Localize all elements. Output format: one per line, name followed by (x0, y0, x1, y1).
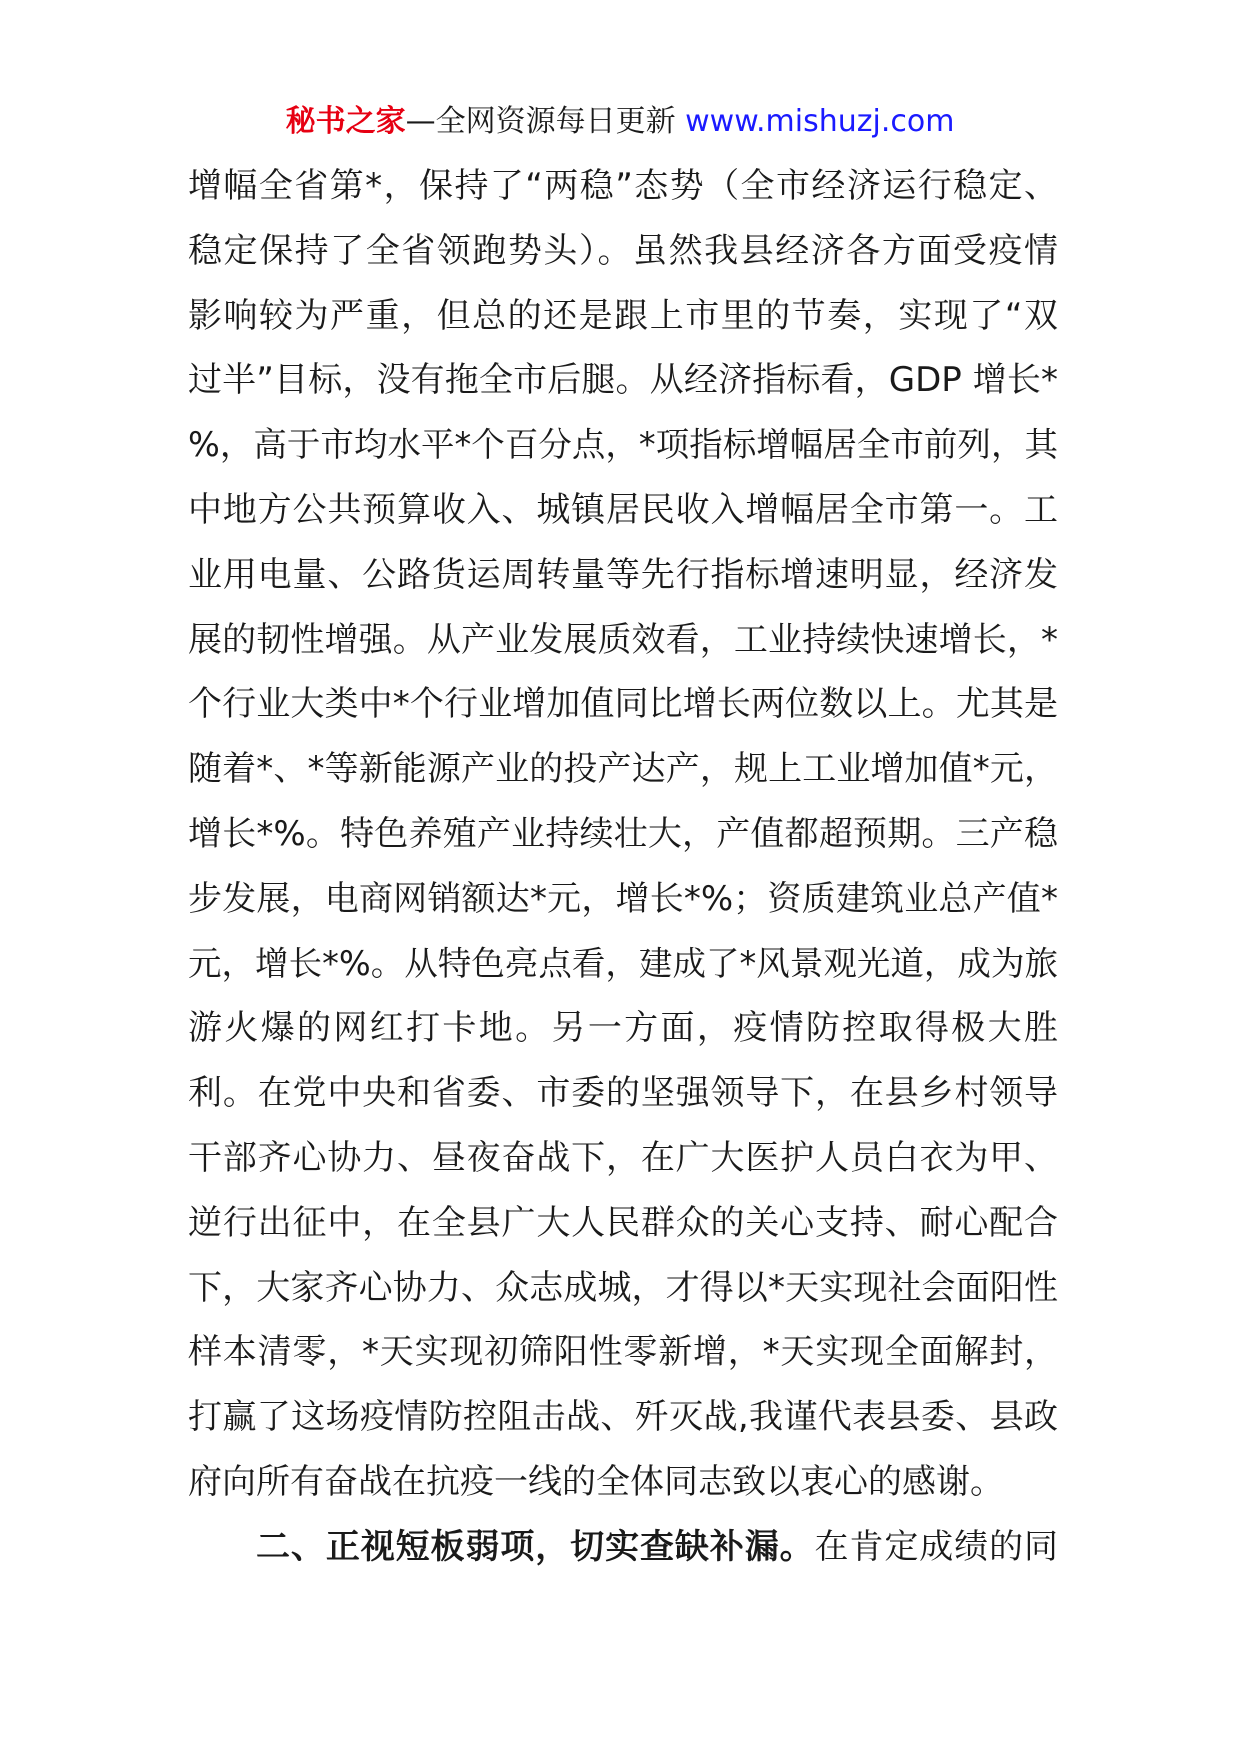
text-line: 稳定保持了全省领跑势头）。虽然我县经济各方面受疫情 (188, 230, 1058, 271)
text-line: 元，增长*%。从特色亮点看，建成了*风景观光道，成为旅 (188, 943, 1058, 983)
text-line: 府向所有奋战在抗疫一线的全体同志致以衷心的感谢。 (188, 1461, 1004, 1502)
paragraph-1 (188, 154, 1058, 1515)
text-line: 样本清零，*天实现初筛阳性零新增，*天实现全面解封， (188, 1332, 1058, 1373)
text-line: 游火爆的网红打卡地。另一方面，疫情防控取得极大胜 (188, 1008, 1058, 1049)
text-line: 中地方公共预算收入、城镇居民收入增幅居全市第一。工 (188, 489, 1058, 530)
text-line: 增幅全省第*，保持了“两稳”态势（全市经济运行稳定、 (188, 166, 1058, 206)
page-header (0, 100, 1240, 144)
text-line: 影响较为严重，但总的还是跟上市里的节奏，实现了“双 (188, 295, 1058, 336)
text-line: 下，大家齐心协力、众志成城，才得以*天实现社会面阳性 (188, 1267, 1058, 1308)
text-line: 增长*%。特色养殖产业持续壮大，产值都超预期。三产稳 (188, 813, 1058, 854)
text-line: 过半”目标，没有拖全市后腿。从经济指标看，GDP 增长* (188, 360, 1058, 401)
text-line: 随着*、*等新能源产业的投产达产，规上工业增加值*元， (188, 749, 1058, 790)
document-body (188, 154, 1058, 1580)
text-line: 逆行出征中，在全县广大人民群众的关心支持、耐心配合 (188, 1202, 1058, 1243)
text-line: 干部齐心协力、昼夜奋战下，在广大医护人员白衣为甲、 (188, 1137, 1058, 1178)
text-line: 利。在党中央和省委、市委的坚强领导下，在县乡村领导 (188, 1073, 1058, 1114)
text-line: %，高于市均水平*个百分点，*项指标增幅居全市前列，其 (188, 425, 1058, 465)
paragraph-text: 在肯定成绩的同 (814, 1526, 1059, 1567)
text-line: 展的韧性增强。从产业发展质效看，工业持续快速增长，* (188, 619, 1058, 660)
brand-name: 秘书之家 (285, 104, 406, 139)
text-line: 打赢了这场疫情防控阻击战、歼灭战,我谨代表县委、县政 (188, 1397, 1058, 1438)
paragraph-2 (188, 1515, 1058, 1580)
section-heading: 二、正视短板弱项，切实查缺补漏。 (256, 1526, 815, 1567)
header-tagline: —全网资源每日更新 (405, 104, 686, 139)
text-line (188, 1515, 1058, 1580)
text-line: 个行业大类中*个行业增加值同比增长两位数以上。尤其是 (188, 684, 1058, 725)
text-line: 业用电量、公路货运周转量等先行指标增速明显，经济发 (188, 554, 1058, 595)
website-link[interactable]: www.mishuzj.com (685, 104, 955, 139)
text-line: 步发展，电商网销额达*元，增长*%；资质建筑业总产值* (188, 878, 1058, 919)
